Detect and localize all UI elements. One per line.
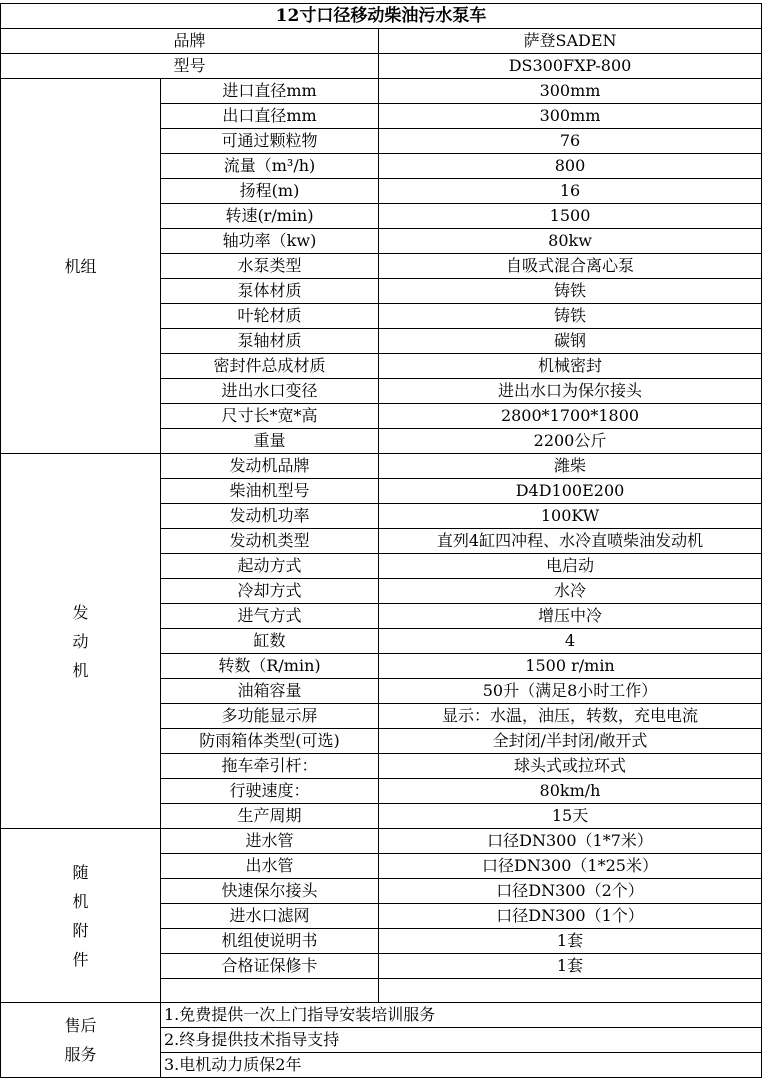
spec-label: 机组使说明书	[161, 929, 379, 954]
spec-label: 行驶速度：	[161, 779, 379, 804]
table-row	[1, 79, 762, 104]
spec-label: 油箱容量	[161, 679, 379, 704]
spec-value: 自吸式混合离心泵	[379, 254, 762, 279]
table-title: 12寸口径移动柴油污水泵车	[1, 4, 762, 29]
spec-value: 碳钢	[379, 329, 762, 354]
spec-value: 铸铁	[379, 279, 762, 304]
empty-cell	[379, 979, 762, 1003]
spec-label: 泵轴材质	[161, 329, 379, 354]
spec-label: 进出水口变径	[161, 379, 379, 404]
brand-label: 品牌	[1, 29, 379, 54]
spec-value: 球头式或拉环式	[379, 754, 762, 779]
spec-value: 16	[379, 179, 762, 204]
spec-label: 起动方式	[161, 554, 379, 579]
spec-label: 密封件总成材质	[161, 354, 379, 379]
spec-label: 进水口滤网	[161, 904, 379, 929]
table-row	[1, 829, 762, 854]
spec-value: 1500 r/min	[379, 654, 762, 679]
group-char: 附	[72, 920, 89, 940]
group-char: 售后	[64, 1016, 97, 1035]
spec-value: 铸铁	[379, 304, 762, 329]
spec-label: 出口直径mm	[161, 104, 379, 129]
spec-label: 合格证保修卡	[161, 954, 379, 979]
spec-label: 泵体材质	[161, 279, 379, 304]
spec-label: 防雨箱体类型(可选)	[161, 729, 379, 754]
spec-label: 进气方式	[161, 604, 379, 629]
group-char: 随	[72, 862, 89, 882]
model-label: 型号	[1, 54, 379, 79]
title-row	[1, 4, 762, 29]
spec-value: 增压中冷	[379, 604, 762, 629]
spec-value: 1套	[379, 929, 762, 954]
spec-value: 1套	[379, 954, 762, 979]
spec-value: 潍柴	[379, 454, 762, 479]
empty-cell	[161, 979, 379, 1003]
brand-row	[1, 29, 762, 54]
spec-label: 生产周期	[161, 804, 379, 829]
spec-label: 流量（m³/h)	[161, 154, 379, 179]
spec-label: 发动机类型	[161, 529, 379, 554]
spec-label: 发动机品牌	[161, 454, 379, 479]
spec-label: 出水管	[161, 854, 379, 879]
group-char: 动	[72, 631, 89, 651]
spec-value: 1500	[379, 204, 762, 229]
spec-value: 800	[379, 154, 762, 179]
service-item: 3.电机动力质保2年	[161, 1053, 762, 1078]
spec-label: 进水管	[161, 829, 379, 854]
group-char: 服务	[64, 1045, 97, 1064]
table-row	[1, 1003, 762, 1028]
spec-label: 可通过颗粒物	[161, 129, 379, 154]
spec-value: 进出水口为保尔接头	[379, 379, 762, 404]
spec-label: 柴油机型号	[161, 479, 379, 504]
group-char: 件	[72, 949, 89, 969]
brand-value: 萨登SADEN	[379, 29, 762, 54]
service-item: 1.免费提供一次上门指导安装培训服务	[161, 1003, 762, 1028]
spec-value: 直列4缸四冲程、水冷直喷柴油发动机	[379, 529, 762, 554]
service-item: 2.终身提供技术指导支持	[161, 1028, 762, 1053]
spec-label: 尺寸长*宽*高	[161, 404, 379, 429]
spec-value: 电启动	[379, 554, 762, 579]
spec-label: 重量	[161, 429, 379, 454]
group-label-unit: 机组	[1, 79, 161, 454]
spec-value: 机械密封	[379, 354, 762, 379]
spec-value: 口径DN300（1*25米）	[379, 854, 762, 879]
spec-value: 4	[379, 629, 762, 654]
group-label-after-sales	[1, 1003, 161, 1078]
spec-value: 100KW	[379, 504, 762, 529]
spec-value: 15天	[379, 804, 762, 829]
spec-label: 转数（R/min)	[161, 654, 379, 679]
group-label-accessories	[1, 829, 161, 1003]
group-char: 机	[72, 660, 89, 680]
spec-value: 显示：水温，油压，转数，充电电流	[379, 704, 762, 729]
spec-label: 冷却方式	[161, 579, 379, 604]
group-label-engine	[1, 454, 161, 829]
model-value: DS300FXP-800	[379, 54, 762, 79]
spec-value: 300mm	[379, 104, 762, 129]
spec-value: 2800*1700*1800	[379, 404, 762, 429]
spec-label: 拖车牵引杆：	[161, 754, 379, 779]
spec-label: 缸数	[161, 629, 379, 654]
spec-value: 300mm	[379, 79, 762, 104]
group-char: 机	[72, 891, 89, 911]
spec-label: 扬程(m)	[161, 179, 379, 204]
spec-value: 口径DN300（1个）	[379, 904, 762, 929]
spec-value: 80km/h	[379, 779, 762, 804]
model-row	[1, 54, 762, 79]
spec-value: 水冷	[379, 579, 762, 604]
spec-value: 50升（满足8小时工作）	[379, 679, 762, 704]
spec-label: 发动机功率	[161, 504, 379, 529]
spec-label: 轴功率（kw)	[161, 229, 379, 254]
spec-label: 进口直径mm	[161, 79, 379, 104]
spec-value: 口径DN300（1*7米）	[379, 829, 762, 854]
spec-value: 76	[379, 129, 762, 154]
spec-label: 叶轮材质	[161, 304, 379, 329]
spec-label: 水泵类型	[161, 254, 379, 279]
spec-value: 80kw	[379, 229, 762, 254]
spec-label: 快速保尔接头	[161, 879, 379, 904]
spec-value: 口径DN300（2个）	[379, 879, 762, 904]
spec-table	[0, 3, 762, 1078]
table-row	[1, 454, 762, 479]
spec-label: 转速(r/min)	[161, 204, 379, 229]
group-char: 发	[72, 602, 89, 622]
spec-value: 2200公斤	[379, 429, 762, 454]
spec-value: 全封闭/半封闭/敞开式	[379, 729, 762, 754]
spec-value: D4D100E200	[379, 479, 762, 504]
spec-label: 多功能显示屏	[161, 704, 379, 729]
